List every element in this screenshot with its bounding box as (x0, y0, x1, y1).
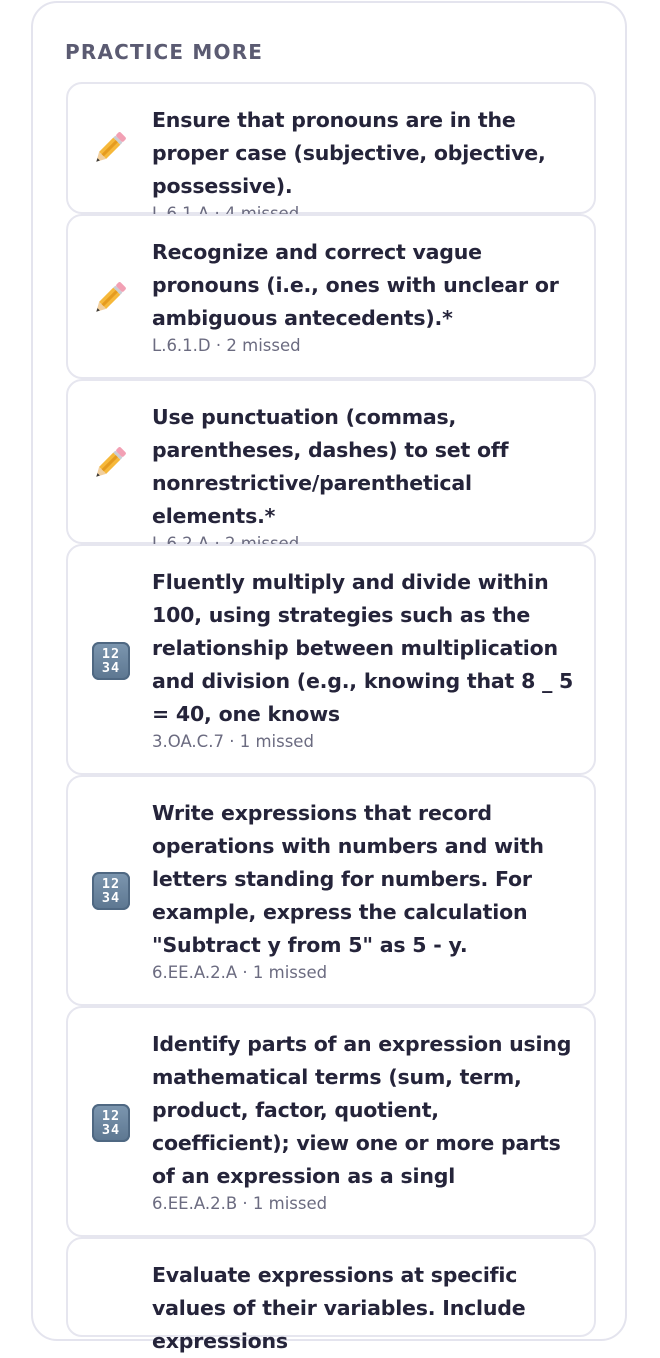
meta-separator: · (229, 732, 235, 751)
practice-item-title: Recognize and correct vague pronouns (i.e., ones with unclear or ambiguous antecedents).* (152, 240, 559, 330)
practice-item-meta (152, 335, 582, 357)
keycap-digits-top: 12 (101, 1108, 121, 1124)
meta-separator: · (215, 336, 222, 355)
standard-code: 6.EE.A.2.A (152, 963, 238, 982)
practice-item-title: Fluently multiply and divide within 100, using strategies such as the relationship between multiplication and division (e.g., knowing that 8 _ 5 = 40, one knows (152, 570, 574, 726)
keycap-digits-top: 12 (101, 646, 121, 662)
practice-item-meta (152, 731, 582, 753)
practice-item-meta (152, 1193, 582, 1215)
practice-item-title: Use punctuation (commas, parentheses, dashes) to set off nonrestrictive/parenthetical elements.* (152, 405, 509, 528)
keycap-digits-bottom: 34 (101, 890, 121, 906)
missed-count: 1 missed (239, 732, 314, 751)
standard-code: 3.OA.C.7 (152, 732, 224, 751)
numbers-keycap-icon (92, 642, 130, 680)
practice-item-title: Evaluate expressions at specific values of their variables. Include expressions (152, 1263, 526, 1353)
practice-item-card[interactable] (66, 82, 596, 214)
standard-code: L.6.1.D (152, 336, 211, 355)
practice-item-card[interactable] (66, 1006, 596, 1237)
keycap-digits-bottom: 34 (101, 660, 121, 676)
meta-separator: · (242, 1194, 248, 1213)
practice-item-title: Ensure that pronouns are in the proper case (subjective, objective, possessive). (152, 108, 546, 198)
practice-item-card[interactable] (66, 379, 596, 544)
practice-item-title: Write expressions that record operations with numbers and with letters standing for numbers. For example, express the calculation "Subtract y from 5" as 5 - y. (152, 801, 544, 957)
practice-item-card[interactable] (66, 1237, 596, 1353)
pencil-icon (89, 279, 129, 319)
practice-item-title: Identify parts of an expression using mathematical terms (sum, term, product, factor, quotient, coefficient); view one or more parts of an expression as a singl (152, 1032, 572, 1188)
numbers-keycap-icon (92, 1104, 130, 1142)
keycap-digits-bottom: 34 (101, 1122, 121, 1138)
numbers-keycap-icon (92, 872, 130, 910)
pencil-icon (89, 129, 129, 169)
section-title: PRACTICE MORE (65, 40, 264, 64)
practice-item-card[interactable] (66, 214, 596, 379)
missed-count: 2 missed (226, 336, 301, 355)
practice-item-card[interactable] (66, 544, 596, 775)
keycap-digits-top: 12 (101, 876, 121, 892)
missed-count: 1 missed (252, 1194, 328, 1213)
pencil-icon (89, 444, 129, 484)
practice-more-panel (31, 1, 627, 1353)
meta-separator: · (242, 963, 248, 982)
missed-count: 1 missed (252, 963, 328, 982)
practice-item-meta (152, 962, 582, 984)
practice-item-card[interactable] (66, 775, 596, 1006)
standard-code: 6.EE.A.2.B (152, 1194, 238, 1213)
